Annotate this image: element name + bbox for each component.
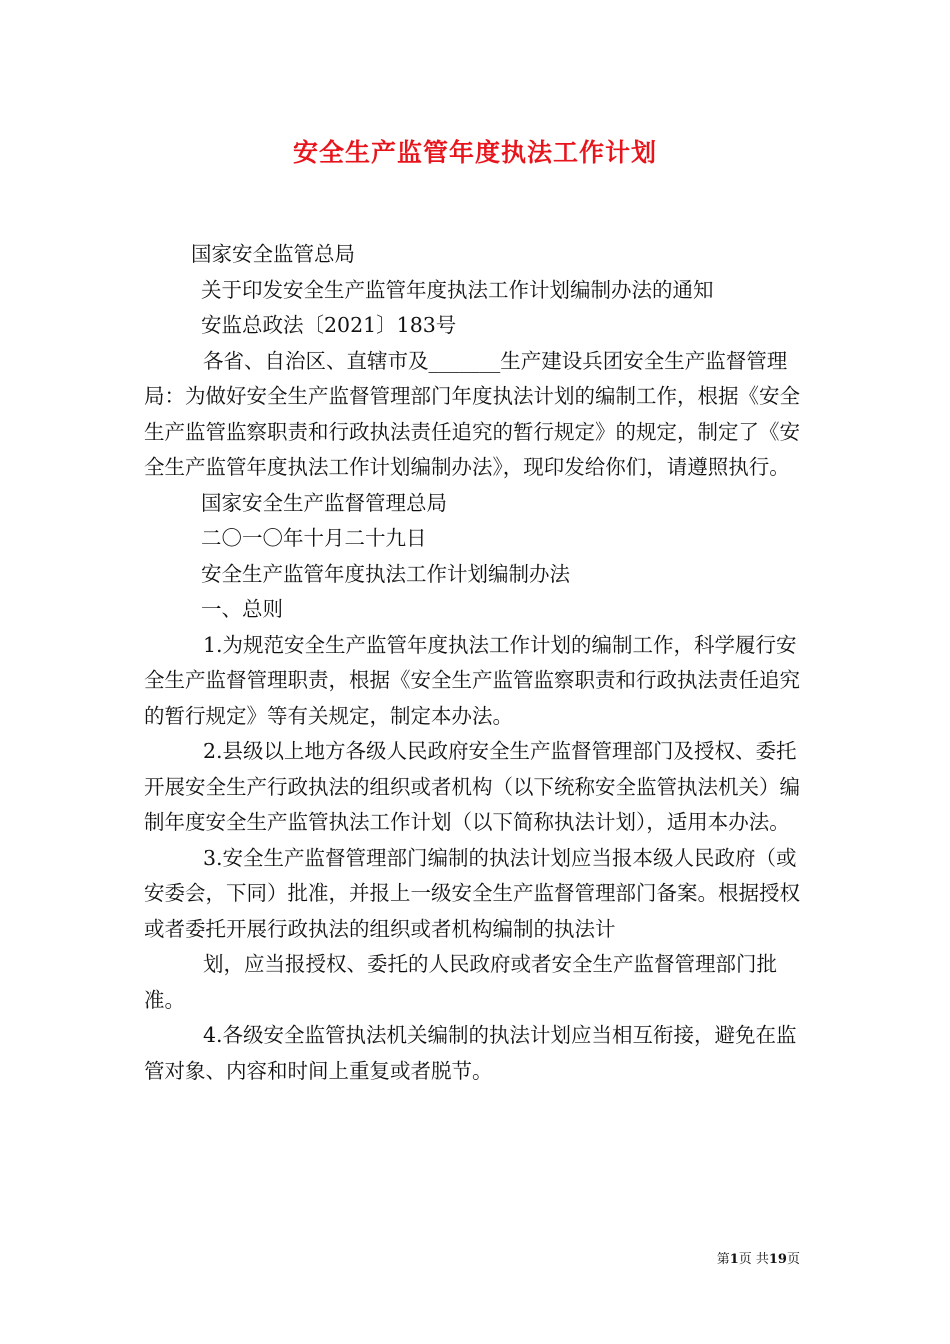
- section-heading: 一、总则: [201, 597, 283, 621]
- paragraph-notice-body: 各省、自治区、直辖市及_______生产建设兵团安全生产监督管理局：为做好安全生产监督管理部门年度执法计划的编制工作，根据《安全生产监管监察职责和行政执法责任追究的暂行规定》的规定，制定了《安全生产监管年度执法工作计划编制办法》，现印发给你们，请遵照执行。: [144, 348, 800, 479]
- paragraph-article-4: 4.各级安全监管执法机关编制的执法计划应当相互衔接，避免在监管对象、内容和时间上重复或者脱节。: [144, 1023, 797, 1083]
- paragraph-article-2: 2.县级以上地方各级人民政府安全生产监督管理部门及授权、委托开展安全生产行政执法的组织或者机构（以下统称安全监管执法机关）编制年度安全生产监管执法工作计划（以下简称执法计划），适用本办法。: [144, 739, 800, 834]
- paragraph-article-1: 1.为规范安全生产监管年度执法工作计划的编制工作，科学履行安全生产监督管理职责，根据《安全生产监管监察职责和行政执法责任追究的暂行规定》等有关规定，制定本办法。: [144, 632, 800, 728]
- footer-suffix: 页: [786, 1252, 800, 1267]
- page-footer: [717, 1248, 800, 1267]
- paragraph-notice-title: 关于印发安全生产监管年度执法工作计划编制办法的通知: [201, 277, 714, 302]
- footer-prefix: 第: [716, 1252, 730, 1267]
- footer-page-number: 1: [729, 1252, 739, 1267]
- document-body: [144, 237, 810, 1089]
- paragraph-article-3: 3.安全生产监督管理部门编制的执法计划应当报本级人民政府（或安委会，下同）批准，并报上一级安全生产监督管理部门备案。根据授权或者委托开展行政执法的组织或者机构编制的执法计: [144, 845, 800, 941]
- paragraph-date: 二〇一〇年十月二十九日: [201, 526, 427, 550]
- paragraph-article-3-continued: 划，应当报授权、委托的人民政府或者安全生产监督管理部门批准。: [144, 952, 777, 1012]
- paragraph-issuer: 国家安全监管总局: [191, 242, 355, 266]
- paragraph-document-number: 安监总政法〔2021〕183号: [201, 313, 457, 337]
- document-title: 安全生产监管年度执法工作计划: [292, 138, 657, 167]
- paragraph-signature: 国家安全生产监督管理总局: [201, 490, 447, 515]
- paragraph-measures-title: 安全生产监管年度执法工作计划编制办法: [201, 561, 570, 586]
- footer-total-pages: 19: [768, 1252, 787, 1267]
- footer-middle: 页 共: [738, 1252, 769, 1267]
